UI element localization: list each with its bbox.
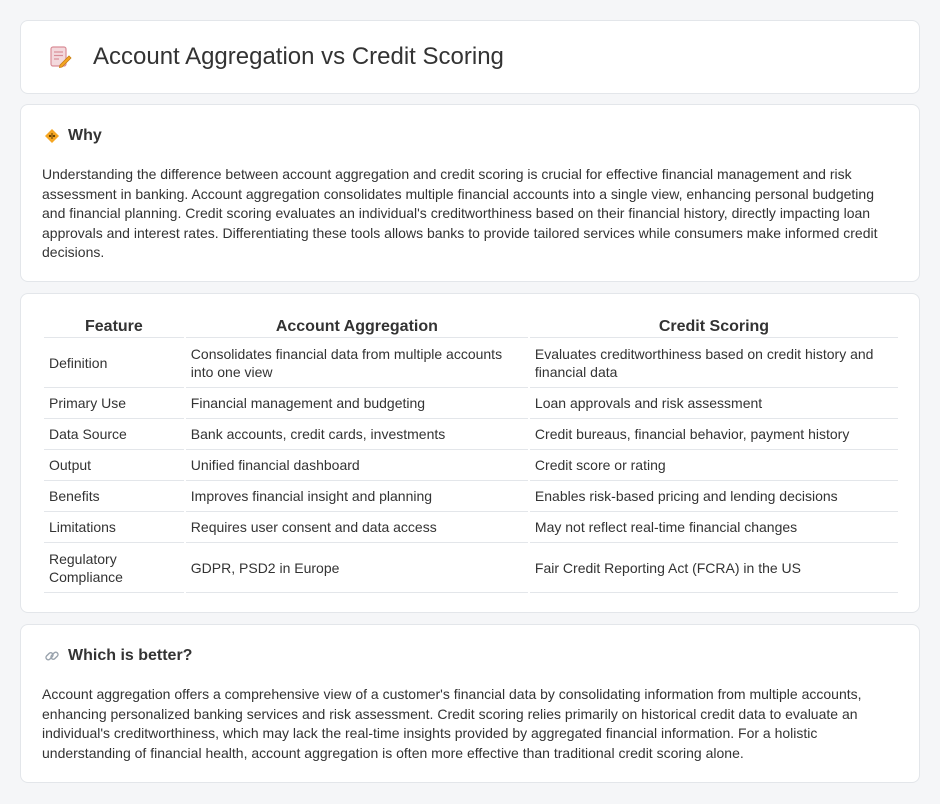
title-card bbox=[20, 20, 920, 94]
table-row bbox=[44, 338, 898, 388]
table-row bbox=[44, 543, 898, 593]
warning-diamond-icon bbox=[43, 127, 61, 145]
table-row bbox=[44, 450, 898, 481]
account-aggregation-cell: Requires user consent and data access bbox=[186, 512, 528, 543]
header-credit-scoring: Credit Scoring bbox=[530, 316, 898, 338]
account-aggregation-cell: GDPR, PSD2 in Europe bbox=[186, 543, 528, 593]
credit-scoring-cell: Evaluates creditworthiness based on credit history and financial data bbox=[530, 338, 898, 388]
feature-cell: Definition bbox=[44, 338, 184, 388]
account-aggregation-cell: Improves financial insight and planning bbox=[186, 481, 528, 512]
credit-scoring-cell: Fair Credit Reporting Act (FCRA) in the US bbox=[530, 543, 898, 593]
account-aggregation-cell: Bank accounts, credit cards, investments bbox=[186, 419, 528, 450]
comparison-section bbox=[20, 293, 920, 613]
credit-scoring-cell: Credit score or rating bbox=[530, 450, 898, 481]
page-title: Account Aggregation vs Credit Scoring bbox=[93, 43, 504, 70]
feature-cell: Limitations bbox=[44, 512, 184, 543]
credit-scoring-cell: Loan approvals and risk assessment bbox=[530, 388, 898, 419]
why-text: Understanding the difference between account aggregation and credit scoring is crucial for effective financial management and risk assessment in banking. Account aggregation consolidates multiple financial accounts into a single view, enhancing personal budgeting and financial planning. Credit scoring evaluates an individual's creditworthiness based on their financial history, directly impacting loan approvals and interest rates. Differentiating these tools allows banks to provide tailored services while consumers make informed credit decisions. bbox=[42, 166, 878, 261]
feature-cell: Primary Use bbox=[44, 388, 184, 419]
account-aggregation-cell: Unified financial dashboard bbox=[186, 450, 528, 481]
header-account-aggregation: Account Aggregation bbox=[186, 316, 528, 338]
account-aggregation-cell: Consolidates financial data from multiple accounts into one view bbox=[186, 338, 528, 388]
why-heading-row bbox=[43, 127, 102, 145]
table-row bbox=[44, 388, 898, 419]
header-feature: Feature bbox=[44, 316, 184, 338]
table-row bbox=[44, 481, 898, 512]
feature-cell: Data Source bbox=[44, 419, 184, 450]
feature-cell: Benefits bbox=[44, 481, 184, 512]
table-row bbox=[44, 512, 898, 543]
feature-cell: Output bbox=[44, 450, 184, 481]
document-pencil-icon bbox=[45, 42, 75, 72]
table-header-row bbox=[44, 316, 898, 338]
account-aggregation-cell: Financial management and budgeting bbox=[186, 388, 528, 419]
comparison-table bbox=[42, 316, 900, 593]
link-icon bbox=[43, 647, 61, 665]
better-heading: Which is better? bbox=[68, 647, 193, 664]
credit-scoring-cell: Enables risk-based pricing and lending decisions bbox=[530, 481, 898, 512]
better-text: Account aggregation offers a comprehensive view of a customer's financial data by consolidating information from multiple accounts, enhancing personalized banking services and risk assessment. Credit scoring relies primarily on historical credit data to evaluate an individual's creditworthiness, which may lack the real-time insights provided by aggregated financial information. For a holistic understanding of financial health, account aggregation is often more effective than traditional credit scoring alone. bbox=[42, 686, 862, 761]
credit-scoring-cell: May not reflect real-time financial changes bbox=[530, 512, 898, 543]
better-heading-row bbox=[43, 647, 192, 665]
why-heading: Why bbox=[68, 127, 102, 144]
why-section bbox=[20, 104, 920, 282]
which-is-better-section bbox=[20, 624, 920, 783]
feature-cell: Regulatory Compliance bbox=[44, 543, 184, 593]
credit-scoring-cell: Credit bureaus, financial behavior, payment history bbox=[530, 419, 898, 450]
table-row bbox=[44, 419, 898, 450]
